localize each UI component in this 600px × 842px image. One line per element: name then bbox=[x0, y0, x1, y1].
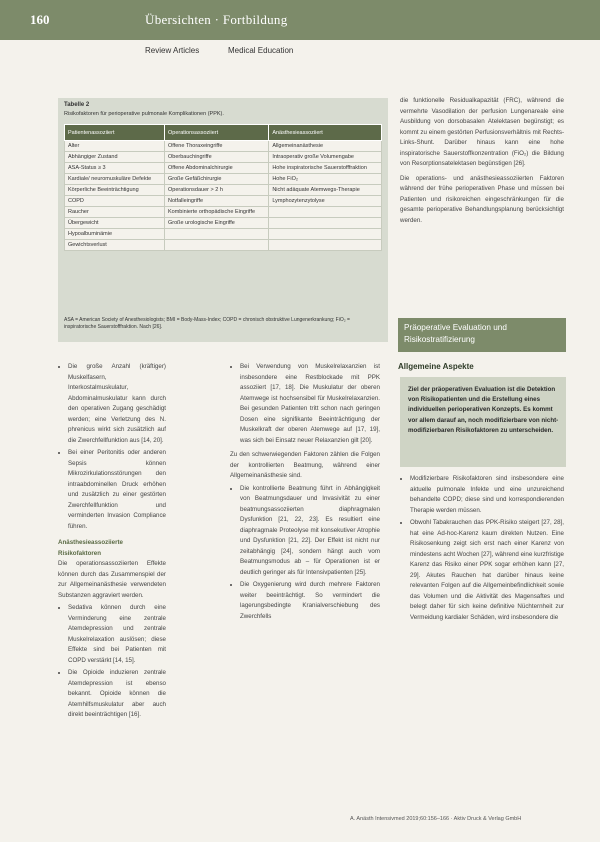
table-header-cell: Patientenassoziiert bbox=[65, 125, 165, 141]
bullet-list bbox=[400, 474, 564, 623]
table-cell: Gewichtsverlust bbox=[65, 240, 165, 251]
risk-factors-table bbox=[64, 124, 382, 251]
table-cell: Kombinierte orthopädische Eingriffe bbox=[165, 207, 269, 218]
table-cell bbox=[165, 229, 269, 240]
table-row bbox=[65, 185, 382, 196]
table-cell: COPD bbox=[65, 196, 165, 207]
table-cell: Übergewicht bbox=[65, 218, 165, 229]
table-cell: Operationsdauer > 2 h bbox=[165, 185, 269, 196]
table-cell: Lymphozytenzytolyse bbox=[269, 196, 382, 207]
table-row bbox=[65, 163, 382, 174]
paragraph: Zu den schwerwiegenden Faktoren zählen die Folgen der kontrollierten Beatmung, während einer Allgemeinanästhesie sind. bbox=[230, 451, 380, 479]
table-cell: Raucher bbox=[65, 207, 165, 218]
table-cell: Offene Thoraxeingriffe bbox=[165, 141, 269, 152]
table-cell: Hypoalbuminämie bbox=[65, 229, 165, 240]
table-caption: Risikofaktoren für perioperative pulmonale Komplikationen (PPK). bbox=[64, 111, 224, 117]
table-cell: Intraoperativ große Volumengabe bbox=[269, 152, 382, 163]
table-cell bbox=[269, 218, 382, 229]
table-cell: Nicht adäquate Atemwegs-Therapie bbox=[269, 185, 382, 196]
table-row bbox=[65, 152, 382, 163]
list-item: • Bei einer Peritonitis oder anderen Sepsis können Mikrozirkulationsstörungen den intraabdominellen Druck erhöhen und zusätzlich zu einer gestörten Zwerchfellfunktion und verminderten Invasion Compliance führen. bbox=[68, 448, 166, 532]
table-cell: Körperliche Beeinträchtigung bbox=[65, 185, 165, 196]
subheader-right: Medical Education bbox=[228, 46, 294, 55]
bullet-list bbox=[58, 603, 166, 721]
table-cell: Offene Abdominalchirurgie bbox=[165, 163, 269, 174]
list-item: • Die große Anzahl (kräftiger) Muskelfasern, Interkostalmuskulatur, Abdominalmuskulatur kann durch den operativen Zugang geschädigt werden; eine Verletzung des N. phrenicus wirkt sich zusätzlich auf die Zwerchfellfunktion aus [14, 20]. bbox=[68, 362, 166, 446]
paragraph: Die operationsassoziierten Effekte können durch das Zusammenspiel der zur Allgemeinanästhesie verwendeten Substanzen aggraviert werden. bbox=[58, 560, 166, 599]
list-item: • Modifizierbare Risikofaktoren sind insbesondere eine aktuelle pulmonale Infekte und eine unzureichend behandelte COPD; diese sind und korrespondierenden Therapie werden müssen. bbox=[410, 474, 564, 516]
table-row bbox=[65, 196, 382, 207]
table-cell: Allgemeinanästhesie bbox=[269, 141, 382, 152]
table-cell: Notfalleingriffe bbox=[165, 196, 269, 207]
table-cell: Große Gefäßchirurgie bbox=[165, 174, 269, 185]
list-item: • Die kontrollierte Beatmung führt in Abhängigkeit von Beatmungsdauer und Invasivität zu einer beatmungsassoziierten diaphragmalen Dysfunktion [21, 22, 23]. Es resultiert eine diaphragmale Proteolyse mit konsekutiver Atrophie und Dysfunktion [21, 22]. Der Effekt ist nicht nur zeitabhängig [24], sondern hängt auch vom Beatmungsmodus ab – für Operationen ist er deutlich geringer als für Intensivpatienten [25]. bbox=[240, 484, 380, 579]
table-cell: Alter bbox=[65, 141, 165, 152]
table-row bbox=[65, 229, 382, 240]
table-cell: Große urologische Eingriffe bbox=[165, 218, 269, 229]
table-cell: Oberbauchingriffe bbox=[165, 152, 269, 163]
table-row bbox=[65, 174, 382, 185]
footer-citation: A. Anästh Intensivmed 2019;60:156–166 · Aktiv Druck & Verlag GmbH bbox=[350, 816, 522, 822]
column-2 bbox=[230, 362, 380, 624]
table-note: ASA = American Society of Anesthesiologists; BMI = Body-Mass-Index; COPD = chronisch obstruktive Lungenerkrankung; FiO₂ = inspiratorische Sauerstofffraktion. Nach [26]. bbox=[64, 317, 350, 330]
table-cell bbox=[269, 207, 382, 218]
list-item: • Bei Verwendung von Muskelrelaxanzien ist insbesondere eine Restblockade mit PPK assoziiert [17, 18]. Die Muskulatur der oberen Atemwege ist hochsensibel für Muskelrelaxanzien. Bei gesunden Patienten tritt schon nach geringen Dosen eine signifikante Beeinträchtigung der Muskelkraft der oberen Atemwege auf [17, 19], was sich bei Einsatz neuer Relaxanzien gilt [20]. bbox=[240, 362, 380, 446]
subheader-left: Review Articles bbox=[145, 46, 200, 55]
column-1 bbox=[58, 362, 166, 723]
table-label: Tabelle 2 bbox=[64, 102, 90, 108]
table-cell: Kardiale/ neuromuskuläre Defekte bbox=[65, 174, 165, 185]
column-3-bottom bbox=[400, 474, 564, 625]
table-cell bbox=[165, 240, 269, 251]
section-heading-banner: Präoperative Evaluation und Risikostratifizierung bbox=[398, 318, 566, 352]
table-row bbox=[65, 141, 382, 152]
table-cell: Hohe inspiratorische Sauerstofffraktion bbox=[269, 163, 382, 174]
table-cell bbox=[269, 240, 382, 251]
table-row bbox=[65, 240, 382, 251]
table-header-cell: Anästhesieassoziiert bbox=[269, 125, 382, 141]
table-cell bbox=[269, 229, 382, 240]
column-3-top bbox=[400, 96, 564, 226]
section-heading: Anästhesieassoziierte Risikofaktoren bbox=[58, 539, 123, 557]
list-item: • Sedativa können durch eine Verminderung eine zentrale Atemdepression und zentrale Muskelrelaxation auslösen; diese Effekte sind bei Patienten mit COPD verstärkt [14, 15]. bbox=[68, 603, 166, 666]
header-bar bbox=[0, 0, 600, 40]
page-number: 160 bbox=[30, 12, 50, 27]
bullet-list bbox=[230, 362, 380, 446]
table-header-cell: Operationsassoziiert bbox=[165, 125, 269, 141]
bullet-list bbox=[58, 362, 166, 532]
list-item: • Die Oxygenierung wird durch mehrere Faktoren weiter beeinträchtigt. So vermindert die lagerungsbedingte Kranialverschiebung des Zwerchfells bbox=[240, 580, 380, 622]
table-cell: Hohe FiO₂ bbox=[269, 174, 382, 185]
list-item: • Obwohl Tabakrauchen das PPK-Risiko steigert [27, 28], hat eine Ad-hoc-Karenz kaum direkten Nutzen. Eine Risikosenkung zeigt sich erst nach einer Karenz von mindestens acht Wochen [27], während eine kurzfristige Karenz das Risiko einer PPK sogar erhöhen kann [27, 29]. Akutes Rauchen hat darüber hinaus keine relevanten Folgen auf die Allgemeinbefindlichkeit sowie das Volumen und die Aktivität des Magensaftes und belegt daher für sich keine definitive Nüchternheit zur Vermeidung kardialer Schäden, wird insbesondere die bbox=[410, 518, 564, 623]
table-row bbox=[65, 218, 382, 229]
section-title: Übersichten · Fortbildung bbox=[145, 12, 288, 27]
list-item: • Die Opioide induzieren zentrale Atemdepression ist ebenso bekannt. Opioide können die Atemhilfsmuskulatur aber auch direkt beeinträchtigen [16]. bbox=[68, 668, 166, 721]
paragraph: die funktionelle Residualkapazität (FRC), während die vermehrte Vasodilation der perfusion Lungenareale eine Ausbildung von dorsobasalen Atelektasen begünstigt; es kommt zu einem gestörten Perfusionsverhältnis mit Rechts-Links-Shunt. Darüber hinaus kann eine hohe inspiratorische Sauerstoffkonzentration (FiO₂) die Bildung von Resorptionsatelektasen begünstigen [26]. bbox=[400, 97, 564, 167]
bullet-list bbox=[230, 484, 380, 623]
table-cell: Abhängiger Zustand bbox=[65, 152, 165, 163]
subsection-heading: Allgemeine Aspekte bbox=[398, 362, 474, 371]
highlight-text: Ziel der präoperativen Evaluation ist die Detektion von Risikopatienten und die Erstellung eines individuellen perioperativen Konzepts. Es kommt vor allem darauf an, noch modifizierbare von nicht-modifizierbaren Risikofaktoren zu unterscheiden. bbox=[408, 386, 559, 434]
table-cell: ASA-Status ≥ 3 bbox=[65, 163, 165, 174]
paragraph: Die operations- und anästhesieassoziierten Faktoren während der frühe perioperativen Phase und müssen bei Patienten und risikoreichen eingeschränkungen für die gesamte perioperative Behandlungsplanung berücksichtigt werden. bbox=[400, 174, 564, 224]
table-row bbox=[65, 207, 382, 218]
